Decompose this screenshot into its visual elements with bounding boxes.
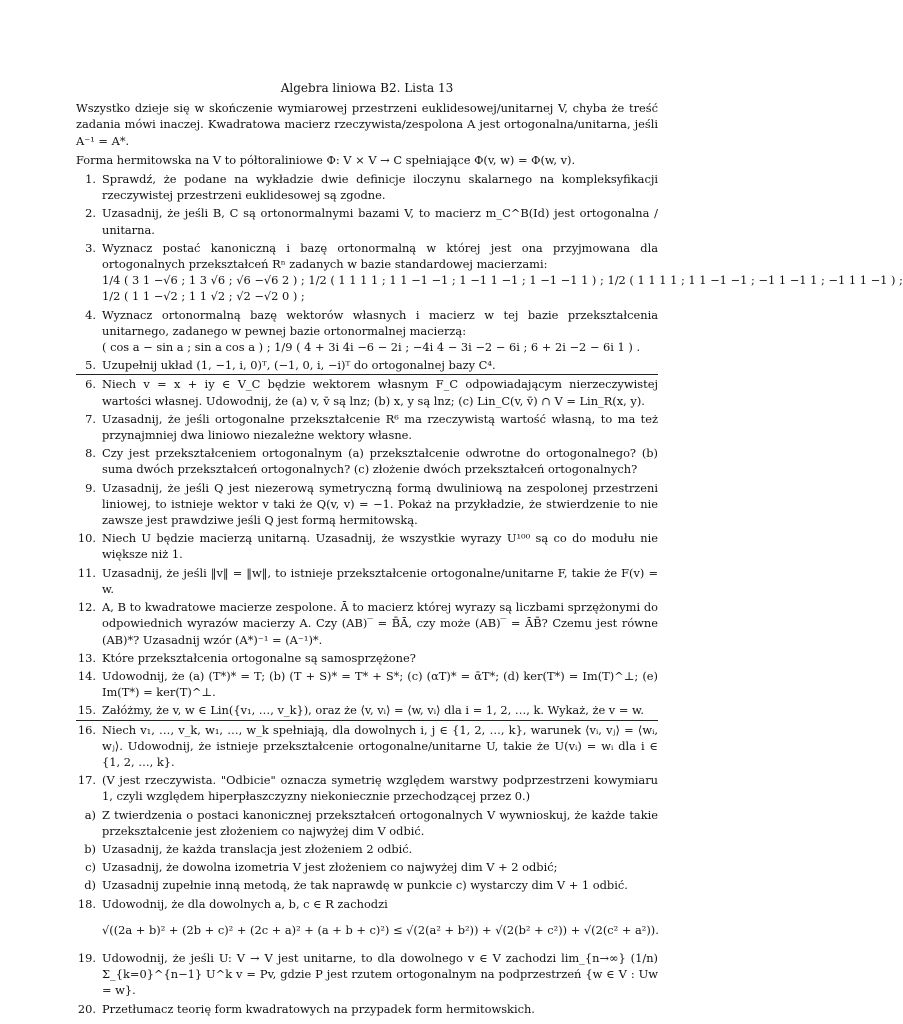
problem-number: a) [84,807,96,822]
problem-text: A, B to kwadratowe macierze zespolone. Ā to macierz której wyrazy są liczbami sprzężonymi do odpowiednich wyrazów macierzy A. Czy (AB)‾ = B̄Ā, czy może (AB)‾ = ĀB̄? Czemu jest równe (AB)*? Uzasadnij wzór (A*)⁻¹ = (A⁻¹)*. [102,600,658,647]
problem-number: 18. [77,896,96,911]
problem-formula: ( cos a − sin a ; sin a cos a ) ; 1/9 ( 4 + 3i 4i −6 − 2i ; −4i 4 − 3i −2 − 6i ; 6 + 2i −2 − 6i 1 ) . [102,340,641,355]
problem-text: Przetłumacz teorię form kwadratowych na przypadek form hermitowskich. [102,1001,535,1016]
problem-item [76,411,658,443]
problem-item [76,530,658,562]
problem-text: Uzasadnij, że jeśli ortogonalne przekształcenie R⁶ ma rzeczywistą wartość własną, to ma też przynajmniej dwa liniowo niezależne wektory własne. [102,411,658,443]
problem-text: Niech v = x + iy ∈ V_C będzie wektorem własnym F_C odpowiadającym nierzeczywistej wartości własnej. Udowodnij, że (a) v, v̄ są lnz; (b) x, y są lnz; (c) Lin_C(v, v̄) ∩ V = Lin_R(x, y). [102,377,658,408]
problem-item [76,650,658,666]
problem-list [76,171,903,1017]
problem-item [76,599,658,648]
problem-item [76,171,658,203]
problem-number: 14. [77,668,96,683]
problem-item [76,374,658,408]
problem-number: d) [84,878,96,893]
problem-text: Uzasadnij, że każda translacja jest złożeniem 2 odbić. [102,841,413,856]
problem-text: Uzupełnij układ (1, −1, i, 0)ᵀ, (−1, 0, i, −i)ᵀ do ortogonalnej bazy C⁴. [102,358,496,373]
problem-item [76,950,658,999]
problem-item [76,445,658,477]
problem-text: Niech U będzie macierzą unitarną. Uzasadnij, że wszystkie wyrazy U¹⁰⁰ są co do modułu nie większe niż 1. [102,531,658,562]
problem-text: Uzasadnij, że jeśli Q jest niezerową symetryczną formą dwuliniową na zespolonej przestrzeni liniowej, to istnieje wektor v taki że Q(v, v) = −1. Pokaż na przykładzie, że stwierdzenie to nie zawsze jest prawdziwe jeśli Q jest formą hermitowską. [102,480,658,528]
problem-item [76,357,658,373]
problem-text: Wyznacz ortonormalną bazę wektorów własnych i macierz w tej bazie przekształcenia unitarnego, zadanego w pewnej bazie ortonormalnej macierzą: [102,307,658,338]
problem-item [76,702,658,718]
problem-text: Z twierdzenia o postaci kanonicznej przekształceń ortogonalnych V wywnioskuj, że każde takie przekształcenie jest złożeniem co najwyżej dim V odbić. [102,807,658,838]
problem-display-formula: √((2a + b)² + (2b + c)² + (2c + a)² + (a + b + c)²) ≤ √(2(a² + b²)) + √(2(b² + c²)) + √(2(c² + a²)). [102,922,659,937]
problem-text: Załóżmy, że v, w ∈ Lin({v₁, …, v_k}), oraz że ⟨v, vᵢ⟩ = ⟨w, vᵢ⟩ dla i = 1, 2, …, k. Wykaż, że v = w. [102,703,645,718]
problem-item [76,896,658,938]
problem-item [76,1001,658,1017]
problem-number: 7. [85,411,96,426]
hermitian-form-definition: Forma hermitowska na V to półtoraliniowe Φ: V × V → C spełniające Φ(v, w) = Φ(w, v). [76,152,576,167]
problem-number: b) [84,841,96,856]
problem-number: 9. [85,480,96,495]
problem-number: 4. [85,307,96,322]
problem-number: 1. [85,172,96,187]
problem-item [76,480,658,529]
problem-text: Sprawdź, że podane na wykładzie dwie definicje iloczynu skalarnego na kompleksyfikacji rzeczywistej przestrzeni euklidesowej są zgodne. [102,172,658,203]
problem-item [76,240,903,305]
problem-text: Udowodnij, że dla dowolnych a, b, c ∈ R zachodzi [102,896,388,911]
problem-number: 12. [77,600,96,615]
problem-number: 19. [77,950,96,965]
problem-item [76,772,658,804]
problem-item [76,668,658,700]
problem-item [76,859,658,875]
problem-text: (V jest rzeczywista. "Odbicie" oznacza symetrię względem warstwy podprzestrzeni kowymiaru 1, czyli względem hiperpłaszczyzny niekoniecznie przechodzącej przez 0.) [102,773,658,804]
document-body [76,80,903,1017]
problem-number: c) [85,860,96,875]
problem-number: 11. [77,565,96,580]
problem-item [76,720,658,771]
problem-text: Które przekształcenia ortogonalne są samosprzężone? [102,650,416,665]
problem-item [76,565,658,597]
problem-number: 10. [77,531,96,546]
problem-text: Udowodnij, że jeśli U: V → V jest unitarne, to dla dowolnego v ∈ V zachodzi lim_{n→∞} (1/n) Σ_{k=0}^{n−1} U^k v = Pv, gdzie P jest rzutem ortogonalnym na podprzestrzeń {w ∈ V : Uw = w}. [102,950,658,998]
problem-number: 13. [77,650,96,665]
problem-number: 16. [77,722,96,737]
problem-text: Uzasadnij zupełnie inną metodą, że tak naprawdę w punkcie c) wystarczy dim V + 1 odbić. [102,878,628,893]
problem-text: Niech v₁, …, v_k, w₁, …, w_k spełniają, dla dowolnych i, j ∈ {1, 2, …, k}, warunek ⟨vᵢ, vⱼ⟩ = ⟨wᵢ, wⱼ⟩. Udowodnij, że istnieje przekształcenie ortogonalne/unitarne U, takie że U(vᵢ) = wᵢ dla i ∈ {1, 2, …, k}. [102,722,658,769]
intro-paragraph: Wszystko dzieje się w skończenie wymiarowej przestrzeni euklidesowej/unitarnej V, chyba że treść zadania mówi inaczej. Kwadratowa macierz rzeczywista/zespolona A jest ortogonalna/unitarna, jeśli A⁻¹ = A*. [76,101,658,148]
problem-text: Czy jest przekształceniem ortogonalnym (a) przekształcenie odwrotne do ortogonalnego? (b) suma dwóch przekształceń ortogonalnych? (c) złożenie dwóch przekształceń ortogonalnych? [102,446,658,477]
problem-item [76,307,658,356]
problem-text: Udowodnij, że (a) (T*)* = T; (b) (T + S)* = T* + S*; (c) (αT)* = ᾱT*; (d) ker(T*) = Im(T)^⊥; (e) Im(T*) = ker(T)^⊥. [102,668,658,700]
problem-item [76,841,658,857]
document-title: Algebra liniowa B2. Lista 13 [280,81,454,95]
problem-text: Uzasadnij, że jeśli ‖v‖ = ‖w‖, to istnieje przekształcenie ortogonalne/unitarne F, takie że F(v) = w. [102,565,658,596]
problem-number: 15. [77,703,96,718]
problem-number: 5. [85,358,96,373]
problem-text: Uzasadnij, że dowolna izometria V jest złożeniem co najwyżej dim V + 2 odbić; [102,860,558,875]
problem-number: 6. [85,377,96,392]
problem-number: 20. [77,1001,96,1016]
problem-text: Wyznacz postać kanoniczną i bazę ortonormalną w której jest ona przyjmowana dla ortogonalnych przekształceń Rⁿ zadanych w bazie standardowej macierzami: [102,240,658,272]
problem-formula: 1/4 ( 3 1 −√6 ; 1 3 √6 ; √6 −√6 2 ) ; 1/2 ( 1 1 1 1 ; 1 1 −1 −1 ; 1 −1 1 −1 ; 1 −1 −1 1 ) ; 1/2 ( 1 1 1 1 ; 1 1 −1 −1 ; −1 1 −1 1 ; −1 1 1 −1 ) ; [102,273,903,288]
problem-text: Uzasadnij, że jeśli B, C są ortonormalnymi bazami V, to macierz m_C^B(Id) jest ortogonalna / unitarna. [102,206,658,237]
problem-item [76,877,658,893]
problem-number: 8. [85,446,96,461]
problem-formula: 1/2 ( 1 1 −√2 ; 1 1 √2 ; √2 −√2 0 ) ; [102,289,305,304]
problem-item [76,807,658,839]
problem-number: 17. [77,773,96,788]
problem-number: 3. [85,240,96,255]
problem-number: 2. [85,206,96,221]
problem-item [76,205,658,237]
